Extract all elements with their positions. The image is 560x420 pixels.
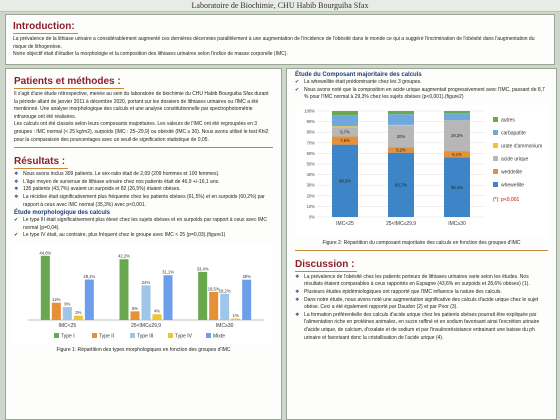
legend-label: urate d'ammonium [501, 143, 543, 150]
morpho-item: ✔ Le type IV était, au contraire, plus fréquent chez le groupe avec IMC < 25 (p=0,03).(figure1) [14, 232, 273, 240]
y-tick-label: 40% [306, 171, 315, 177]
results-item: ❖ La récidive était significativement plus fréquente chez les patients obèses (61,5%) et en surpoids (60,2%) par rapport à ceux avec IMC normal (35,3%) avec p<0,001. [14, 194, 273, 209]
legend-swatch [493, 156, 498, 161]
legend-swatch [493, 182, 498, 187]
p-value-note: (*): p<0,001 [493, 196, 520, 203]
bar-data-label: 19,5% [207, 286, 220, 292]
morpho-heading: Étude morphologique des calculs [14, 210, 111, 217]
legend-label: Type I [61, 333, 75, 340]
legend-swatch [206, 333, 211, 338]
methods-text: Il s'agit d'une étude rétrospective, menée au sein du laboratoire de biochimie du CHU Habib Bourguiba Sfax durant la période allant de janvier 2011 à décembre 2020, portant sur les dossiers de lithiases urinaires ou l'IMC a été mentionné. Une analyse morphologique des calculs et une analyse constitutionnelle par spectrophotométrie infrarouge ont été réalisées. [14, 91, 269, 120]
bar [164, 275, 173, 320]
stacked-bar-segment [444, 113, 470, 120]
legend-label: acide urique [501, 156, 529, 163]
stacked-bar-segment [332, 126, 358, 127]
bar-data-label: 28,1% [83, 273, 96, 279]
bar-data-label: 44,6% [39, 250, 52, 256]
stacked-bar-segment [388, 111, 414, 114]
segment-data-label: 56,1% [451, 184, 463, 190]
segment-data-label: 8,7% [340, 129, 350, 135]
bar-data-label: 12% [52, 297, 61, 303]
bar-data-label: 18,2% [218, 288, 231, 294]
y-tick-label: 30% [306, 182, 315, 188]
x-tick-label: IMC≥30 [448, 220, 466, 227]
discussion-item: ❖ La formation préférentielle des calculs d'acide urique chez les patients obèses pourrait être expliquée par l'alimentation riche en protéines animales, en sucre raffiné et en sodium favorisant ainsi l'excrétion urinaire d'acide urique, de calcium, d'oxalate et de sodium et par l'insulinorésistance entrainant une baisse du ph urinaire et favorisant donc la cristallisation de l'acide urique (4). [295, 312, 548, 342]
legend-swatch [168, 333, 173, 338]
bar [242, 280, 251, 320]
bar [220, 294, 229, 320]
composition-item: ✔ La whewellite était prédominante chez les 3 groupes. [295, 79, 548, 87]
morpho-list [14, 217, 273, 240]
divider [14, 147, 273, 148]
legend-label: Type II [99, 333, 115, 340]
results-item: ❖ Nous avons inclus 309 patients. Le sex-ratio était de 2,09 (209 hommes et 100 femmes). [14, 171, 273, 179]
introduction-heading: Introduction: [13, 21, 78, 34]
discussion-item: ❖ Plusieurs études épidémiologiques ont rapporté que l'IMC influence la nature des calculs. [295, 289, 548, 297]
stacked-bar-segment [444, 111, 470, 113]
legend-swatch [92, 333, 97, 338]
bar [198, 272, 207, 320]
segment-data-label: 29,3% [451, 132, 463, 138]
right-column [286, 68, 557, 420]
stacked-bar-segment [332, 115, 358, 126]
y-tick-label: 10% [306, 203, 315, 209]
discussion-heading: Discussion : [295, 259, 357, 272]
bar [142, 285, 151, 320]
segment-data-label: 60,7% [395, 182, 407, 188]
results-item: ❖ 135 patients (43,7%) avaient un surpoids et 82 (26,5%) étaient obèses. [14, 186, 273, 194]
legend-swatch [493, 130, 498, 135]
legend-label: Type III [137, 333, 154, 340]
bar-data-label: 24% [141, 279, 151, 285]
results-item: ❖ L'âge moyen de survenue de lithiase urinaire chez nos patients était de 46,9 +/-16,1 ans. [14, 179, 273, 187]
legend-label: autres [501, 117, 515, 124]
bar-data-label: 1% [232, 312, 239, 318]
x-tick-label: IMC≥30 [215, 322, 234, 329]
bar [85, 279, 94, 319]
bar [209, 292, 218, 320]
objective-text: Notre objectif était d'étudier la morphologie et la composition des lithiases urinaires selon l'indice de masse corporelle (IMC). [13, 51, 288, 58]
bar-data-label: 42,2% [118, 253, 130, 259]
left-column [5, 68, 282, 420]
stacked-bar-segment [388, 125, 414, 126]
methods-text-2: Les calculs ont été classés selon leurs composants majoritaires. Les valeurs de l'IMC ont été regroupées en 3 groupes : IMC normal (< 25 kg/m2), surpoids (IMC : 25–29,9) ou obésité (IMC ≥ 30). Nous avons utilisé le test Khi2 pour la comparaison des pourcentages avec un seuil de signification statistique de 0,05. [14, 121, 269, 143]
y-tick-label: 90% [306, 118, 315, 124]
y-tick-label: 60% [306, 150, 315, 156]
results-list [14, 171, 273, 209]
bar [63, 307, 72, 320]
x-tick-label: IMC<25 [336, 220, 354, 227]
methods-heading: Patients et méthodes : [14, 76, 124, 89]
lab-title: Laboratoire de Biochimie, CHU Habib Bourguiba Sfax [191, 1, 369, 10]
bar [41, 256, 50, 320]
y-tick-label: 50% [306, 161, 315, 167]
y-tick-label: 80% [306, 129, 315, 135]
introduction-section [5, 14, 555, 65]
bar [120, 259, 129, 320]
segment-data-label: 6,1% [452, 151, 462, 157]
segment-data-label: 7,6% [340, 137, 350, 143]
bar-data-label: 6% [131, 305, 139, 311]
bar-data-label: 33,4% [196, 266, 209, 272]
segment-data-label: 5,2% [396, 147, 406, 153]
legend-swatch [130, 333, 135, 338]
legend-swatch [493, 169, 498, 174]
segment-data-label: 20% [396, 133, 406, 139]
composition-heading: Étude du Composant majoritaire des calculs [295, 72, 422, 78]
bar-data-label: 28% [242, 274, 251, 280]
composition-item: ✔ Nous avons noté que la composition en acide urique augmentait progressivement avec l'IMC, passant de 8,7 % pour l'IMC normal à 29,3% chez les sujets obèses (p<0,001).(figure2) [295, 87, 548, 102]
bar-data-label: 31,1% [162, 269, 174, 275]
composition-list [295, 79, 548, 102]
figure2-chart [295, 105, 548, 237]
bar [153, 314, 162, 320]
bar [131, 311, 140, 320]
legend-label: Mixte [213, 333, 225, 340]
stacked-bar-segment [332, 111, 358, 115]
y-tick-label: 20% [306, 193, 315, 199]
figure2-caption: Figure 2: Répartition du composant majoritaire des calculs en fonction des groupes d'IMC [322, 239, 521, 246]
y-tick-label: 0% [308, 214, 315, 220]
x-tick-label: IMC<25 [58, 322, 77, 329]
legend-swatch [493, 143, 498, 148]
discussion-item: ❖ La prévalence de l'obésité chez les patients porteurs de lithiases urinaires varie selon les études. Nos résultats étaient comparables à ceux rapportés en Espagne (43,6% en surpoids et 28,6% obèses) (1). [295, 274, 548, 289]
x-tick-label: 25<IMC≤29,9 [385, 220, 417, 227]
bar-data-label: 9% [64, 301, 71, 307]
x-tick-label: 25<IMC≤29,9 [130, 322, 162, 329]
legend-label: carbapatite [501, 130, 526, 137]
legend-label: Type IV [175, 333, 192, 340]
discussion-list [295, 274, 548, 342]
bar [231, 318, 240, 319]
y-tick-label: 70% [306, 140, 315, 146]
morpho-item: ✔ Le type III était significativement plus élevé chez les sujets obèses et en surpoids par rapport à ceux avec IMC normal (p=0,04). [14, 217, 273, 232]
legend-label: whewellite [501, 182, 525, 189]
stacked-bar-segment [388, 114, 414, 125]
bar [74, 316, 83, 320]
page-header [0, 0, 560, 12]
y-tick-label: 100% [304, 108, 315, 114]
bar-data-label: 4% [153, 308, 161, 314]
legend-swatch [54, 333, 59, 338]
results-heading: Résultats : [14, 156, 68, 169]
divider [295, 250, 548, 251]
bar [52, 303, 61, 320]
legend-label: weddelite [501, 169, 523, 176]
discussion-item: ❖ Dans notre étude, nous avons noté une augmentation significative des calculs d'acide urique chez le sujet obèse. Ceci a été également rapporté par Daudon (2) et par Poor (3). [295, 297, 548, 312]
figure1-chart [14, 242, 273, 344]
legend-swatch [493, 117, 498, 122]
bar-data-label: 3% [75, 310, 82, 316]
segment-data-label: 68,3% [339, 178, 351, 184]
introduction-text: La prévalence de la lithiase urinaire a considérablement augmenté ces dernières décennies parallèlement à une augmentation de l'incidence de l'obésité dans le monde ce qui a suggéré l'incrimination de l'obésité dans l'augmentation du risque de lithogenèse. [13, 36, 535, 50]
figure1-caption: Figure 1: Répartition des types morphologiques en fonction des groupes d'IMC [56, 346, 231, 353]
